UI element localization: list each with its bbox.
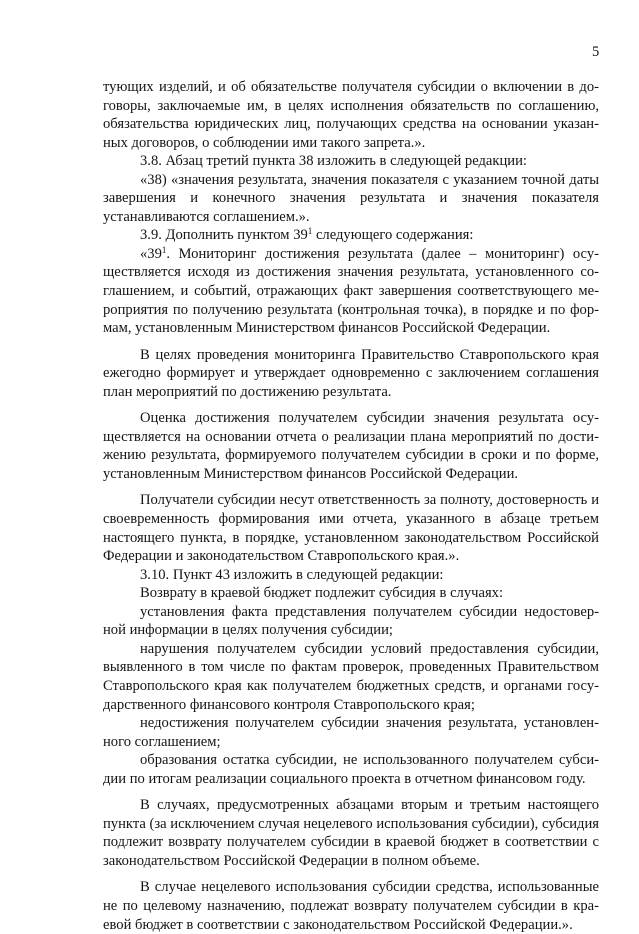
paragraph-misuse: В случае нецелевого использования субсидии средства, использованные не по целевому назначению, подлежат возврату получателем субсидии в краевой бюджет в соответствии с законодательством Российской Федерации.». [103,879,599,933]
paragraph-case-false-info: установления факта представления получателем субсидии недостоверной информации в целях получения субсидии; [103,603,599,639]
document-body [103,78,599,934]
text-part: «39 [140,245,162,262]
paragraph-responsibility: Получатели субсидии несут ответственность за полноту, достоверность и своевременность формирования ими отчета, указанного в абзаце третьем настоящего пункта, в порядке, установленном законодательством Российской Федерации и законодательством Ставропольского края.». [103,492,599,565]
paragraph-case-violation: нарушения получателем субсидии условий предоставления субсидии, выявленного в том числе по фактам проверок, проведенных Правительством Ставропольского края как получателем бюджетных средств, и органами государственного финансового контроля Ставропольского края; [103,640,599,713]
paragraph-point-39-1 [103,245,599,338]
paragraph-item-3-8: 3.8. Абзац третий пункта 38 изложить в следующей редакции: [140,153,527,170]
paragraph-assessment: Оценка достижения получателем субсидии значения результата осуществляется на основании отчета о реализации плана мероприятий по достижению результата, формируемого получателем субсидии в сроки и по форме, установленным Министерством финансов Российской Федерации. [103,410,599,482]
paragraph-monitoring-plan: В целях проведения мониторинга Правительство Ставропольского края ежегодно формирует и утверждает одновременно с заключением соглашения план мероприятий по достижению результата. [103,346,599,400]
paragraph-item-3-9 [103,226,599,245]
paragraph-return-cases: Возврату в краевой бюджет подлежит субсидия в случаях: [140,585,504,602]
text-part: . Мониторинг достижения результата (далее – мониторинг) осуществляется исходя из достижения значения результата, установленного соглашением, и событий, отражающих факт завершения соответствующего мероприятия по получению результата (контрольная точка), в порядке и по формам, установленным Министерством финансов Российской Федерации. [103,245,599,337]
page-number: 5 [592,44,600,60]
paragraph-case-remainder: образования остатка субсидии, не использованного получателем субсидии по итогам реализации социального проекта в отчетном финансовом году. [103,752,599,787]
superscript: 1 [307,226,313,237]
superscript: 1 [161,244,167,255]
paragraph-quote-38: «38) «значения результата, значения показателя с указанием точной даты завершения и конечного значения результата и значения показателя устанавливаются соглашением.». [103,171,599,225]
paragraph-full-return: В случаях, предусмотренных абзацами вторым и третьим настоящего пункта (за исключением случая нецелевого использования субсидии), субсидия подлежит возврату получателем субсидии в краевой бюджет в соответствии с законодательством Российской Федерации в полном объеме. [103,797,599,869]
paragraph-item-3-10: 3.10. Пункт 43 изложить в следующей редакции: [140,566,444,583]
paragraph-continuation: тующих изделий, и об обязательстве получателя субсидии о включении в договоры, заключаемые им, в целях исполнения обязательств по соглашению, обязательства юридических лиц, получающих средства на основании указанных договоров, о соблюдении ими такого запрета.». [103,79,599,151]
paragraph-case-not-achieved: недостижения получателем субсидии значения результата, установленного соглашением; [103,715,599,750]
text-part: 3.9. Дополнить пунктом 39 [140,227,308,244]
text-part: следующего содержания: [312,227,474,244]
